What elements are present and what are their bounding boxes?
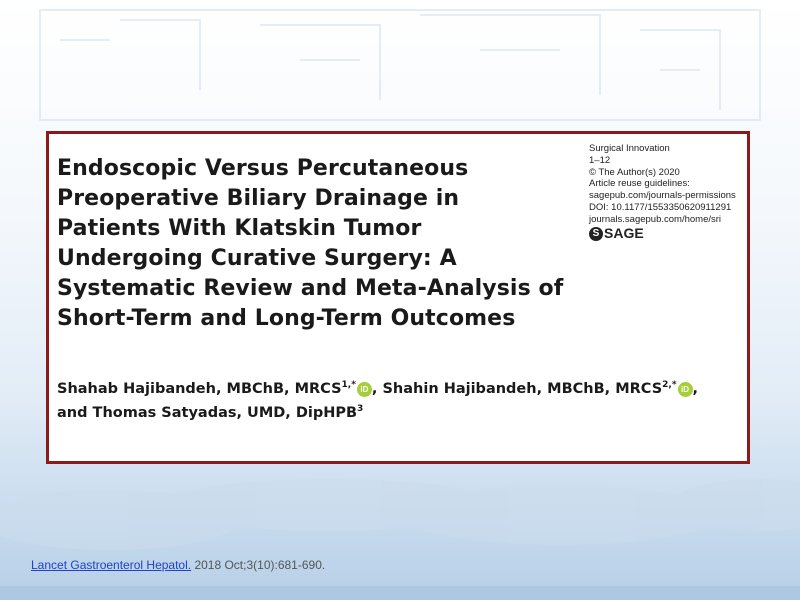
title-line: Undergoing Curative Surgery: A xyxy=(57,246,457,271)
page-range: 1–12 xyxy=(589,154,611,166)
journal-name: Surgical Innovation xyxy=(589,143,670,154)
reference-citation xyxy=(31,558,325,572)
paper-header-image xyxy=(46,131,750,464)
orcid-icon[interactable]: iD xyxy=(357,382,372,397)
author-name: Shahab Hajibandeh, MBChB, MRCS xyxy=(57,381,342,397)
doi: DOI: 10.1177/1553350620911291 xyxy=(589,201,732,213)
author-name: Thomas Satyadas, UMD, DipHPB xyxy=(92,405,358,421)
author-affiliation: 1,* xyxy=(341,380,356,391)
permissions-url: sagepub.com/journals-permissions xyxy=(589,190,736,202)
title-line: Systematic Review and Meta-Analysis of xyxy=(57,276,564,301)
title-line: Patients With Klatskin Tumor xyxy=(57,216,422,241)
author-separator: , xyxy=(371,381,383,397)
journal-link[interactable]: Lancet Gastroenterol Hepatol. xyxy=(31,558,192,572)
title-line: Preoperative Biliary Drainage in xyxy=(57,186,460,211)
author-separator: , xyxy=(692,381,699,397)
sage-logo-icon: S xyxy=(589,227,603,241)
journal-url: journals.sagepub.com/home/sri xyxy=(589,213,722,225)
journal-metadata xyxy=(589,143,749,241)
sage-logo-text: SAGE xyxy=(604,224,644,241)
author-and: and xyxy=(57,405,93,421)
copyright: © The Author(s) 2020 xyxy=(589,166,680,178)
citation-details: 2018 Oct;3(10):681-690. xyxy=(191,558,326,572)
title-line: Short-Term and Long-Term Outcomes xyxy=(57,306,516,331)
reuse-label: Article reuse guidelines: xyxy=(589,178,690,190)
sage-logo xyxy=(589,224,749,241)
author-list xyxy=(57,377,747,425)
author-affiliation: 2,* xyxy=(662,380,677,391)
author-affiliation: 3 xyxy=(357,404,364,415)
author-name: Shahin Hajibandeh, MBChB, MRCS xyxy=(382,381,663,397)
title-line: Endoscopic Versus Percutaneous xyxy=(57,156,469,181)
paper-title xyxy=(57,154,577,334)
orcid-icon[interactable]: iD xyxy=(678,382,693,397)
